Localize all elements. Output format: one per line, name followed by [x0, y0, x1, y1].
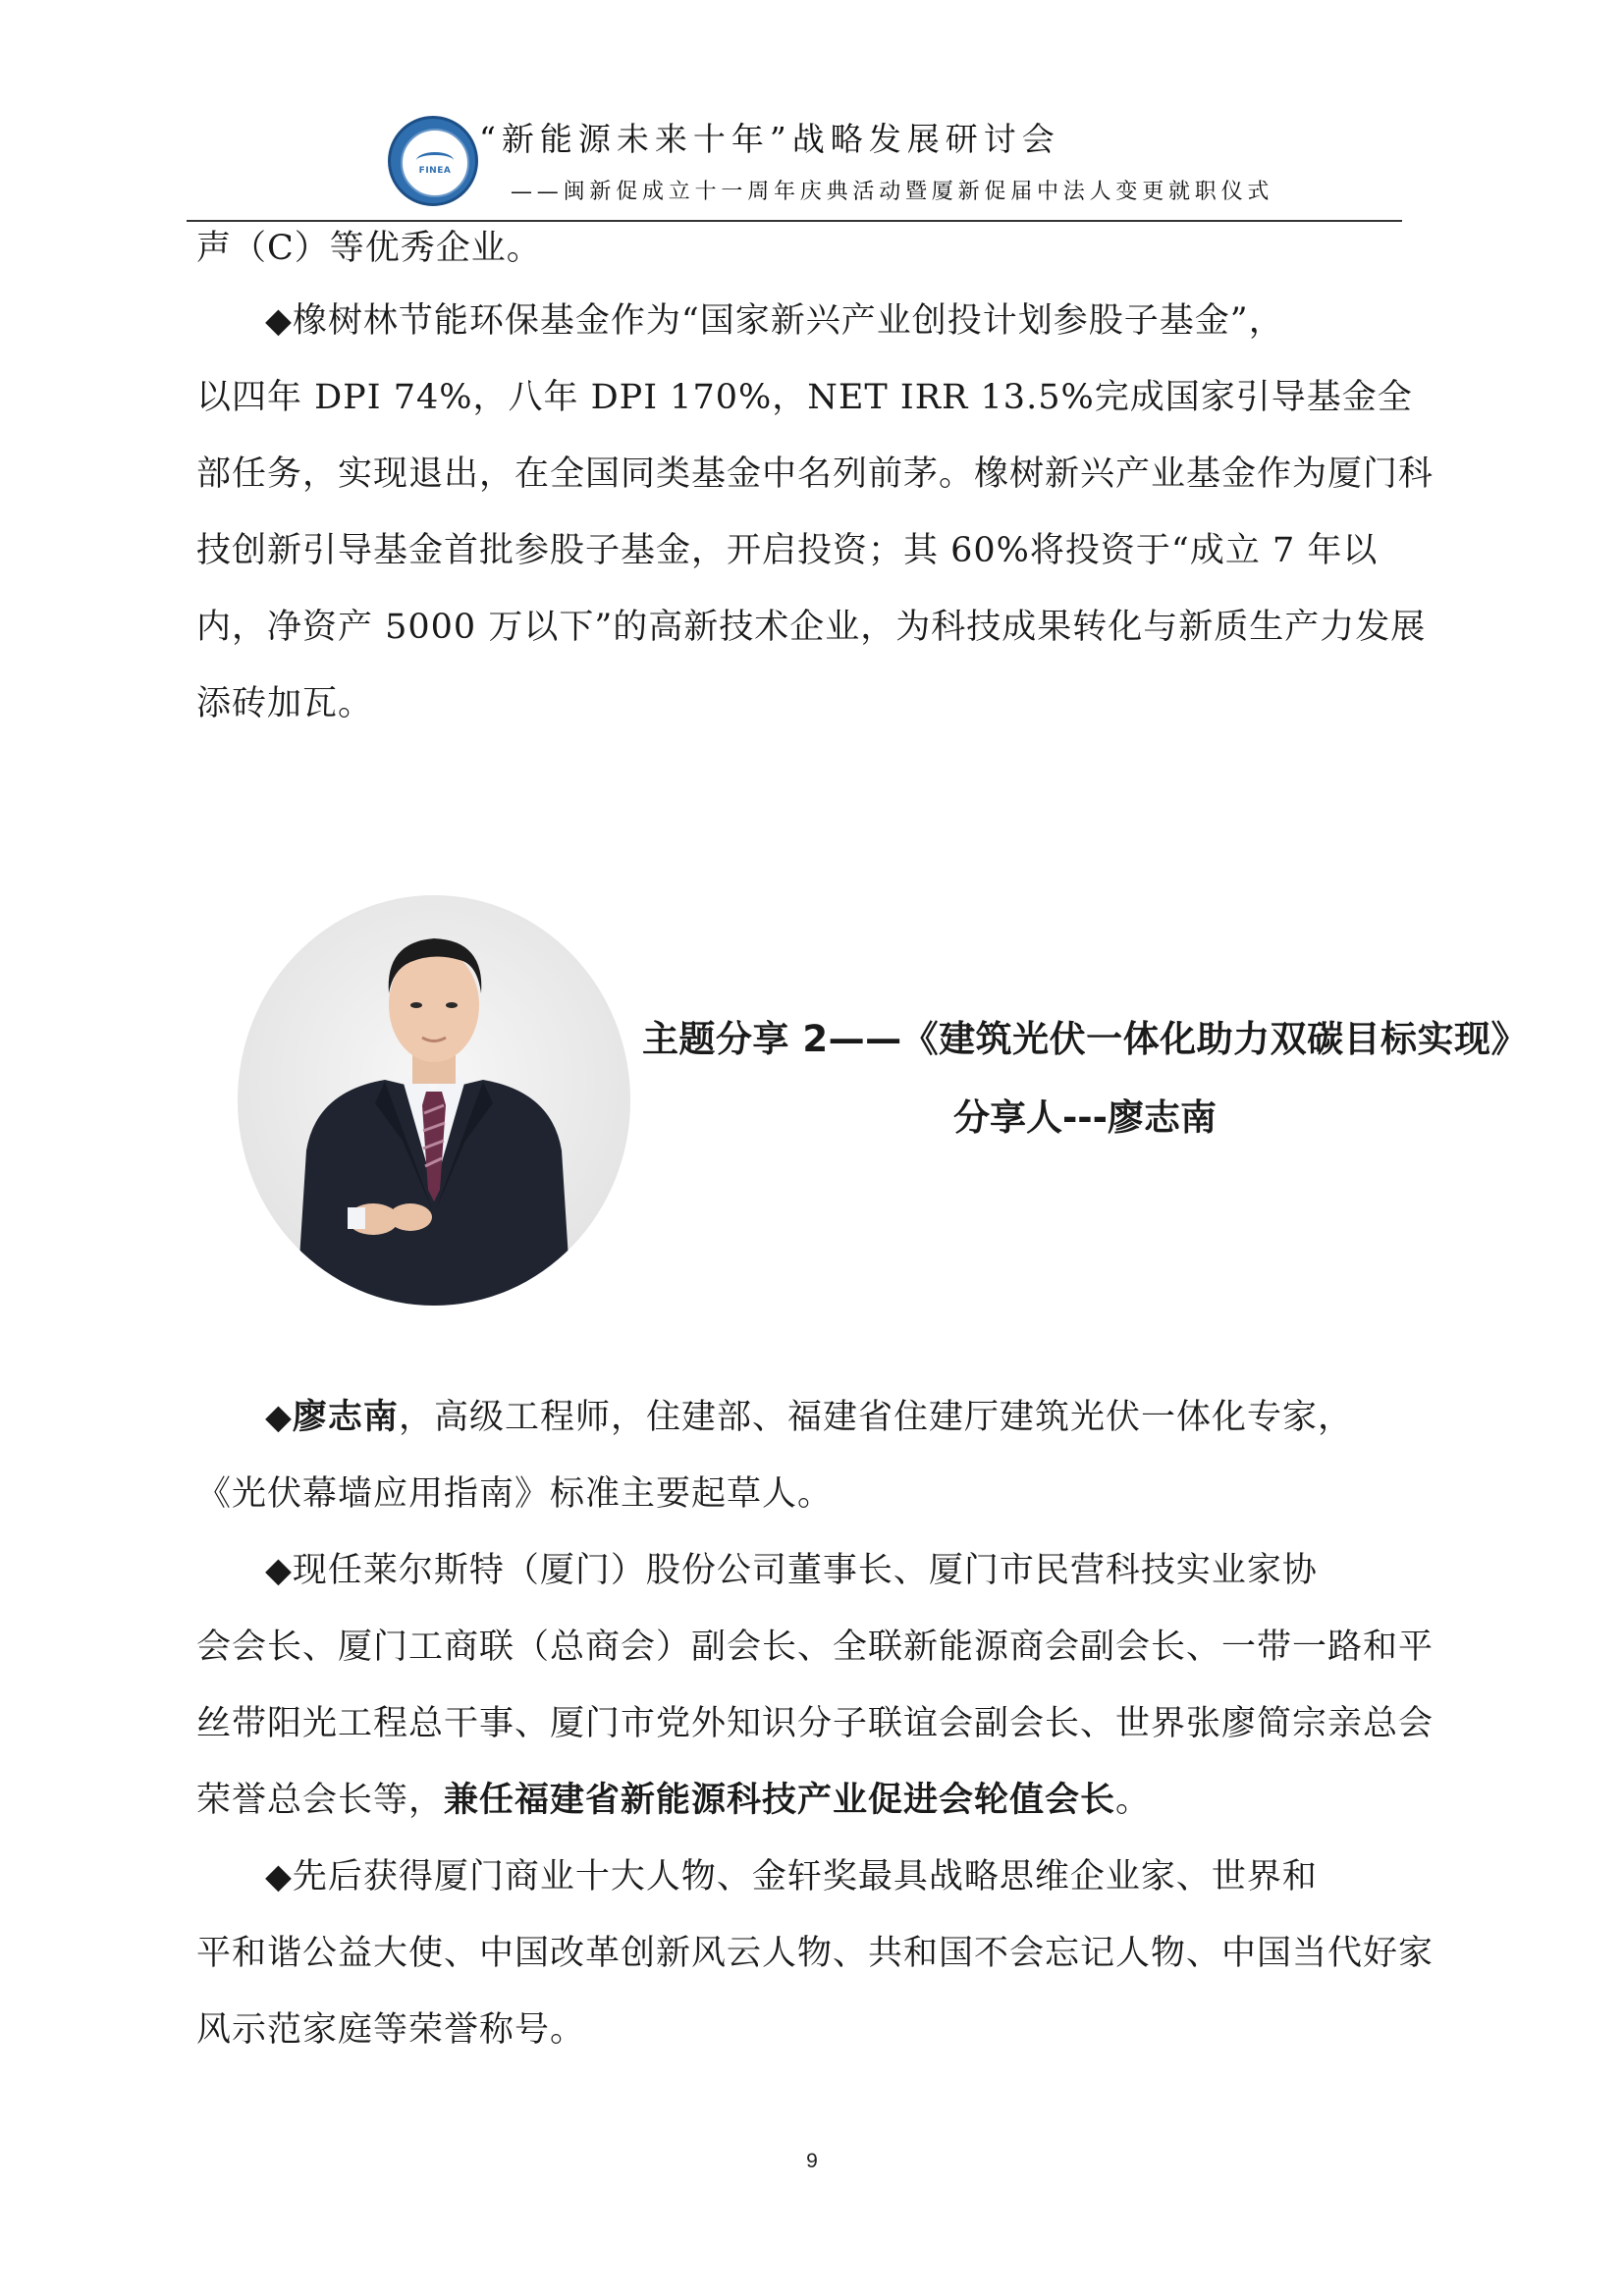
bio-paragraph-2	[196, 1532, 1434, 1839]
fund-paragraph	[196, 283, 1434, 742]
bio-paragraph-1-first-line	[196, 1379, 1434, 1456]
speaker-name: 廖志南	[292, 1397, 399, 1437]
bio-paragraph-1-line-rest: ，高级工程师，住建部、福建省住建厅建筑光伏一体化专家，	[398, 1398, 1353, 1437]
association-logo	[388, 116, 478, 206]
logo-text: FINEA	[418, 166, 452, 176]
bio-paragraph-2-body: 会会长、厦门工商联（总商会）副会长、全联新能源商会副会长、一带一路和平丝带阳光工程总干事、厦门市党外知识分子联谊会副会长、世界张廖简宗亲总会荣誉总会长等，	[196, 1628, 1435, 1820]
page-number: 9	[806, 2150, 818, 2172]
topic-title: 主题分享 2——《建筑光伏一体化助力双碳目标实现》	[641, 1018, 1529, 1060]
header-subtitle: ——闽新促成立十一周年庆典活动暨厦新促届中法人变更就职仪式	[511, 180, 1274, 204]
fund-paragraph-body: 以四年 DPI 74%，八年 DPI 170%，NET IRR 13.5%完成国家引导基金全部任务，实现退出，在全国同类基金中名列前茅。橡树新兴产业基金作为厦门科技创新引导基金首批参股子基金，开启投资；其 60%将投资于“成立 7 年以内，净资产 5000 万以下”的高新技术企业，为科技成果转化与新质生产力发展添砖加瓦。	[196, 378, 1435, 723]
bio-paragraph-1-body: 《光伏幕墙应用指南》标准主要起草人。	[196, 1474, 834, 1514]
bio-paragraph-1	[196, 1379, 1434, 1532]
bio-paragraph-3	[196, 1839, 1434, 2068]
presenter-name: 分享人---廖志南	[952, 1096, 1218, 1139]
speaker-portrait-image	[238, 895, 630, 1306]
bio-paragraph-3-first-line: ◆先后获得厦门商业十大人物、金轩奖最具战略思维企业家、世界和	[265, 1857, 1318, 1896]
bullet-icon: ◆	[265, 1398, 293, 1437]
intro-continuation	[196, 210, 1434, 287]
bio-paragraph-2-highlight: 兼任福建省新能源科技产业促进会轮值会长	[444, 1780, 1116, 1820]
bio-paragraph-3-body: 平和谐公益大使、中国改革创新风云人物、共和国不会忘记人物、中国当代好家风示范家庭等荣誉称号。	[196, 1934, 1435, 2050]
header-title: “新能源未来十年”战略发展研讨会	[479, 120, 1060, 158]
speaker-photo	[238, 895, 630, 1306]
fund-paragraph-first-line: ◆橡树林节能环保基金作为“国家新兴产业创投计划参股子基金”，	[265, 301, 1284, 341]
bio-paragraph-2-first-line: ◆现任莱尔斯特（厦门）股份公司董事长、厦门市民营科技实业家协	[265, 1551, 1318, 1590]
intro-continuation-text: 声（C）等优秀企业。	[196, 229, 542, 268]
bio-paragraph-2-end: 。	[1115, 1781, 1152, 1820]
